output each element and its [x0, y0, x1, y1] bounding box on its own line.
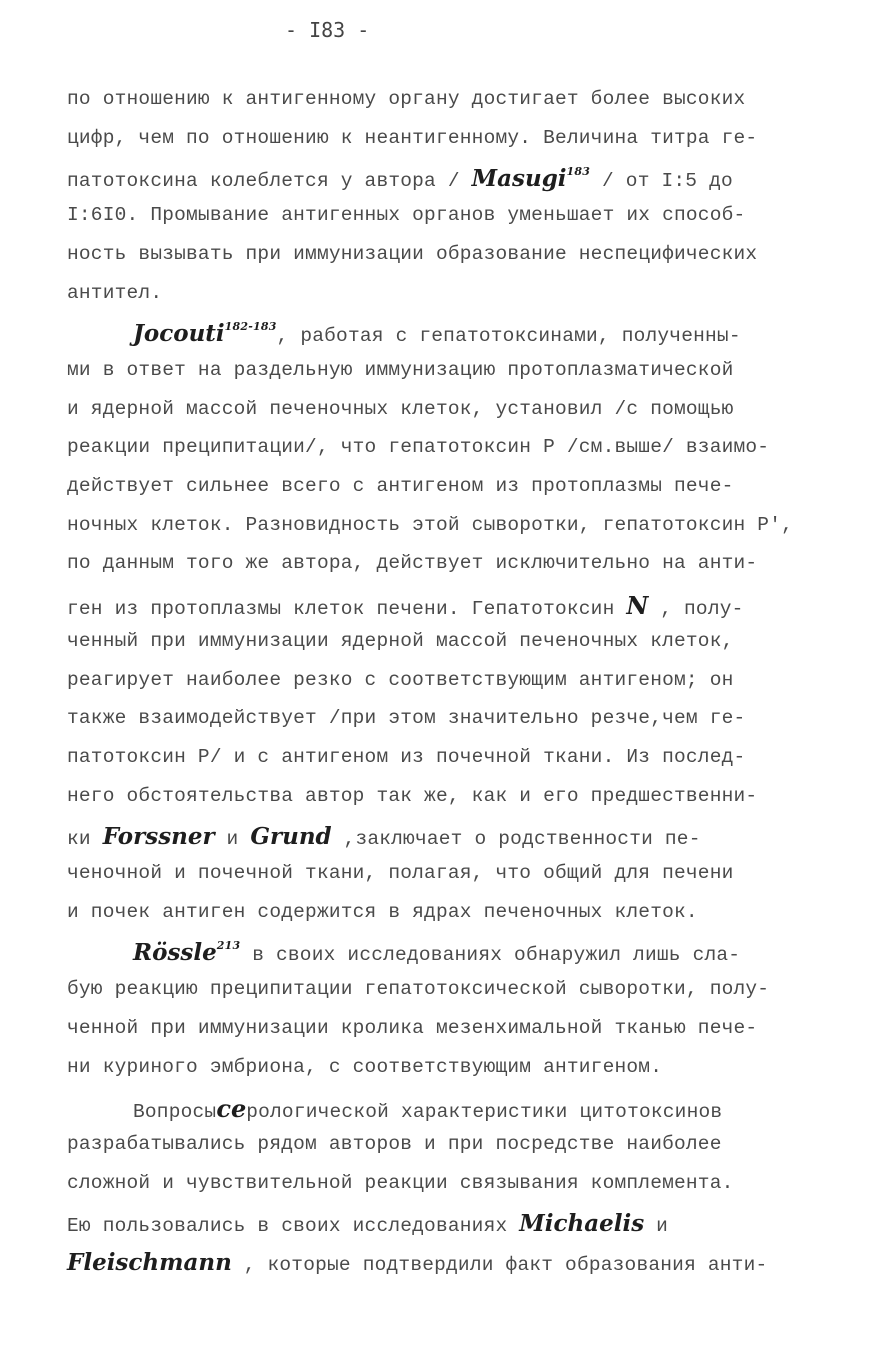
text-line — [67, 514, 793, 536]
typed-text: него обстоятельства автор так же, как и его предшественни- — [67, 784, 758, 807]
typed-text: реакции преципитации/, что гепатотоксин Р /см.выше/ взаимо- — [67, 436, 770, 459]
typed-text: I:6I0. Промывание антигенных органов уменьшает их способ- — [67, 204, 746, 227]
text-line — [67, 823, 701, 850]
typed-text: патотоксин Р/ и с антигеном из почечной ткани. Из послед- — [67, 745, 746, 768]
handwritten-name: Grund — [250, 823, 332, 851]
text-line — [67, 901, 698, 923]
text-line — [67, 359, 734, 381]
text-line — [67, 127, 757, 149]
typed-text: и почек антиген содержится в ядрах печеночных клеток. — [67, 900, 698, 923]
typed-text: ген из протоплазмы клеток печени. Гепатотоксин — [67, 598, 627, 621]
text-line — [67, 1172, 734, 1194]
text-line — [67, 1017, 757, 1039]
reference-superscript: 213 — [216, 939, 241, 953]
typed-text: ночных клеток. Разновидность этой сыворотки, гепатотоксин Р', — [67, 513, 794, 536]
text-line — [67, 1210, 668, 1237]
text-line — [133, 1094, 722, 1123]
typed-text: и ядерной массой печеночных клеток, установил /с помощью — [67, 397, 734, 420]
reference-superscript: 182-183 — [224, 320, 277, 334]
text-line — [67, 88, 745, 110]
text-line — [67, 282, 162, 304]
typed-text: по данным того же автора, действует исключительно на анти- — [67, 552, 758, 575]
typed-text: сложной и чувствительной реакции связывания комплемента. — [67, 1171, 734, 1194]
text-line — [67, 398, 734, 420]
typed-text: и — [644, 1215, 668, 1238]
typed-text: ченной при иммунизации кролика мезенхимальной тканью пече- — [67, 1016, 758, 1039]
typed-text: , работая с гепатотоксинами, полученны- — [276, 325, 741, 348]
text-line — [67, 1133, 722, 1155]
text-line — [67, 243, 757, 265]
text-line — [67, 1249, 767, 1276]
typed-text: также взаимодействует /при этом значительно резче,чем ге- — [67, 707, 746, 730]
typed-text: патотоксина колеблется у автора / — [67, 170, 472, 193]
typed-text: цифр, чем по отношению к неантигенному. Величина титра ге- — [67, 126, 758, 149]
typed-text: ,заключает о родственности пе- — [331, 828, 701, 851]
typed-text: по отношению к антигенному органу достигает более высоких — [67, 88, 746, 110]
text-line — [67, 746, 745, 768]
text-line — [67, 165, 733, 192]
typed-text: ки — [67, 828, 103, 851]
text-line — [67, 707, 745, 729]
handwritten-name: Rössle — [133, 939, 217, 967]
handwritten-name: се — [216, 1094, 247, 1124]
handwritten-name: Michaelis — [519, 1210, 645, 1238]
typed-text: , которые подтвердили факт образования анти- — [231, 1254, 768, 1276]
typed-text: действует сильнее всего с антигеном из протоплазмы пече- — [67, 475, 734, 497]
typed-text: и — [214, 828, 251, 851]
text-line — [67, 862, 734, 884]
text-line — [133, 320, 741, 347]
typed-text: разрабатывались рядом авторов и при посредстве наиболее — [67, 1132, 722, 1155]
handwritten-name: Masugi — [471, 165, 567, 193]
typed-text: бую реакцию преципитации гепатотоксической сыворотки, полу- — [67, 978, 770, 1001]
text-line — [67, 785, 757, 807]
typed-text: антител. — [67, 281, 163, 304]
handwritten-name: Forssner — [102, 823, 215, 851]
typed-text: Ею пользовались в своих исследованиях — [67, 1215, 520, 1238]
typed-text: ченный при иммунизации ядерной массой печеночных клеток, — [67, 629, 734, 652]
typed-text: Вопросы — [133, 1101, 217, 1124]
text-line — [67, 436, 769, 458]
typed-text: ни куриного эмбриона, с соответствующим антигеном. — [67, 1055, 663, 1078]
text-line — [67, 1056, 662, 1078]
handwritten-name: N — [626, 591, 649, 621]
text-line — [67, 630, 734, 652]
typed-text: , полу- — [648, 598, 744, 621]
text-line — [67, 978, 769, 1000]
handwritten-name: Jocouti — [133, 320, 225, 348]
typed-text: рологической характеристики цитотоксинов — [246, 1101, 723, 1124]
typed-text: / от I:5 до — [590, 170, 733, 193]
reference-superscript: 183 — [566, 165, 591, 179]
text-line — [67, 591, 744, 620]
text-line — [67, 669, 734, 691]
text-line — [133, 939, 740, 966]
typed-text: в своих исследованиях обнаружил лишь сла- — [240, 944, 741, 967]
typed-text: ность вызывать при иммунизации образование неспецифических — [67, 242, 758, 265]
typed-text: реагирует наиболее резко с соответствующим антигеном; он — [67, 668, 734, 691]
page-number: - I83 - — [285, 18, 370, 42]
handwritten-name: Fleischmann — [67, 1249, 232, 1276]
text-line — [67, 475, 734, 497]
text-line — [67, 204, 745, 226]
typed-text: ченочной и почечной ткани, полагая, что общий для печени — [67, 862, 734, 884]
typed-text: ми в ответ на раздельную иммунизацию протоплазматической — [67, 358, 734, 381]
text-line — [67, 552, 757, 574]
